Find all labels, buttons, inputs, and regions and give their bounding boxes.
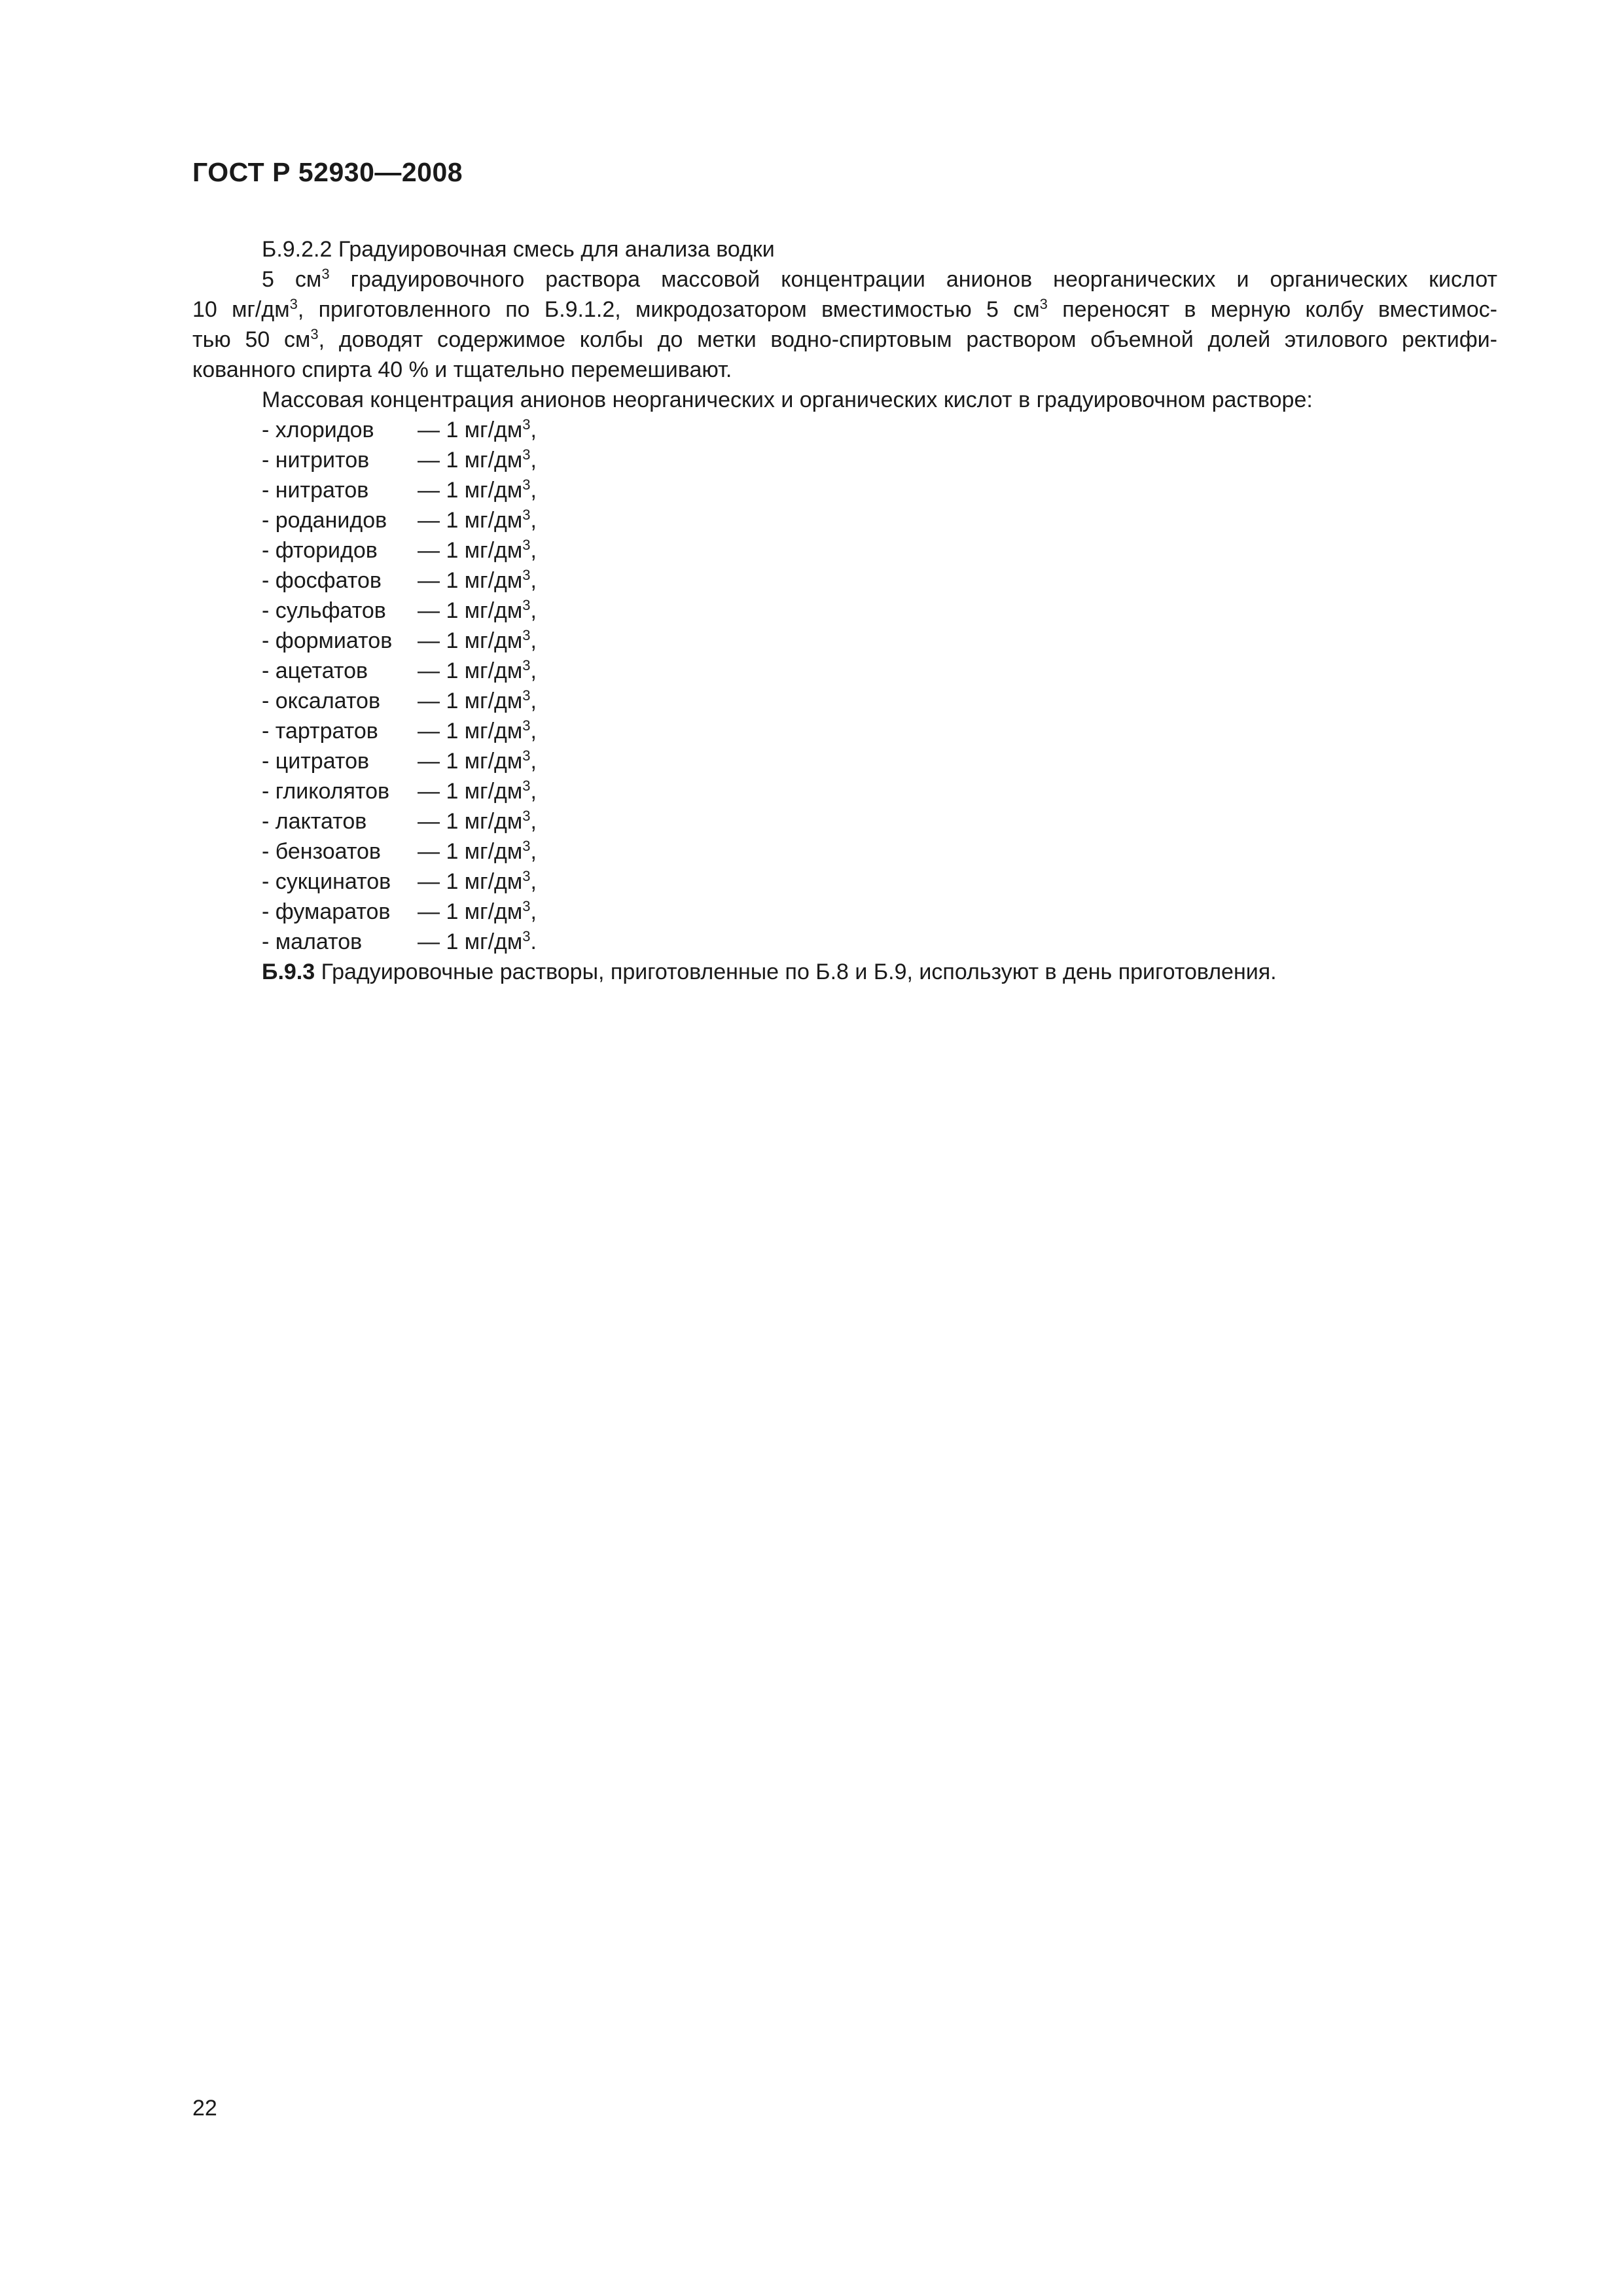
anion-name: - нитратов	[262, 478, 369, 503]
anion-list	[192, 415, 1497, 957]
list-item	[192, 596, 1497, 626]
anion-concentration: — 1 $мг/дм^3$,	[418, 537, 537, 563]
anion-name: - сульфатов	[262, 598, 386, 623]
anion-concentration: — 1 $мг/дм^3$,	[418, 627, 537, 653]
section-b93	[192, 957, 1497, 987]
paragraph-line: 10 $мг/дм^3$, приготовленного по Б.9.1.2, микродозатором вместимостью 5 $см^3$ переносят в мерную колбу вместимос-	[192, 296, 1497, 322]
list-item	[192, 535, 1497, 565]
anion-concentration: — 1 $мг/дм^3$,	[418, 868, 537, 894]
anion-concentration: — 1 $мг/дм^3$,	[418, 898, 537, 924]
anion-name: - малатов	[262, 929, 363, 954]
anion-concentration: — 1 $мг/дм^3$,	[418, 597, 537, 623]
anion-name: - тартратов	[262, 719, 378, 744]
anion-concentration: — 1 $мг/дм^3$,	[418, 838, 537, 864]
list-item	[192, 746, 1497, 776]
section-b93-label: Б.9.3	[262, 960, 315, 984]
anion-name: - цитратов	[262, 749, 370, 774]
anion-concentration: — 1 $мг/дм^3$,	[418, 808, 537, 834]
list-item	[192, 867, 1497, 897]
anion-name: - сукцинатов	[262, 869, 391, 894]
anion-name: - хлоридов	[262, 418, 374, 442]
paragraph-line: тью 50 $см^3$, доводят содержимое колбы до метки водно-спиртовым раствором объемной долей этилового ректифи-	[192, 326, 1497, 352]
anion-concentration: — 1 $мг/дм^3$,	[418, 446, 537, 473]
anion-concentration: — 1 $мг/дм^3$,	[418, 778, 537, 804]
anion-name: - бензоатов	[262, 839, 381, 864]
anion-concentration: — 1 $мг/дм^3$,	[418, 416, 537, 442]
list-item	[192, 626, 1497, 656]
list-item	[192, 776, 1497, 806]
anion-name: - оксалатов	[262, 689, 381, 713]
list-item	[192, 445, 1497, 475]
list-item	[192, 686, 1497, 716]
paragraph-line: кованного спирта 40 % и тщательно перемешивают.	[192, 357, 732, 382]
list-item	[192, 656, 1497, 686]
anion-name: - ацетатов	[262, 658, 368, 683]
list-item	[192, 836, 1497, 867]
anion-name: - фосфатов	[262, 568, 382, 593]
list-item	[192, 927, 1497, 957]
paragraph-line: 5 $см^3$ градуировочного раствора массовой концентрации анионов неорганических и органических кислот	[262, 266, 1497, 292]
list-item	[192, 897, 1497, 927]
list-item	[192, 806, 1497, 836]
anion-name: - формиатов	[262, 628, 393, 653]
anion-name: - гликолятов	[262, 779, 390, 804]
list-item	[192, 565, 1497, 596]
anion-concentration: — 1 $мг/дм^3$,	[418, 717, 537, 744]
document-body	[192, 234, 1497, 987]
document-header: ГОСТ Р 52930—2008	[192, 157, 463, 187]
anion-concentration: — 1 $мг/дм^3$,	[418, 567, 537, 593]
anion-concentration: — 1 $мг/дм^3$,	[418, 476, 537, 503]
anion-name: - фумаратов	[262, 899, 391, 924]
concentration-intro: Массовая концентрация анионов неорганических и органических кислот в градуировочном растворе:	[262, 387, 1313, 412]
list-item	[192, 505, 1497, 535]
anion-concentration: — 1 $мг/дм^3$,	[418, 747, 537, 774]
anion-name: - нитритов	[262, 448, 370, 473]
list-item	[192, 475, 1497, 505]
anion-concentration: — 1 $мг/дм^3$,	[418, 687, 537, 713]
anion-concentration: — 1 $мг/дм^3$,	[418, 507, 537, 533]
page-number: 22	[192, 2096, 217, 2121]
list-item	[192, 415, 1497, 445]
anion-name: - фторидов	[262, 538, 378, 563]
section-b93-text: Градуировочные растворы, приготовленные по Б.8 и Б.9, используют в день приготовления.	[321, 960, 1277, 984]
anion-concentration: — 1 $мг/дм^3$,	[418, 657, 537, 683]
anion-name: - лактатов	[262, 809, 367, 834]
anion-concentration: — 1 $мг/дм^3$.	[418, 928, 537, 954]
anion-name: - роданидов	[262, 508, 387, 533]
list-item	[192, 716, 1497, 746]
section-heading: Б.9.2.2 Градуировочная смесь для анализа водки	[262, 237, 775, 262]
